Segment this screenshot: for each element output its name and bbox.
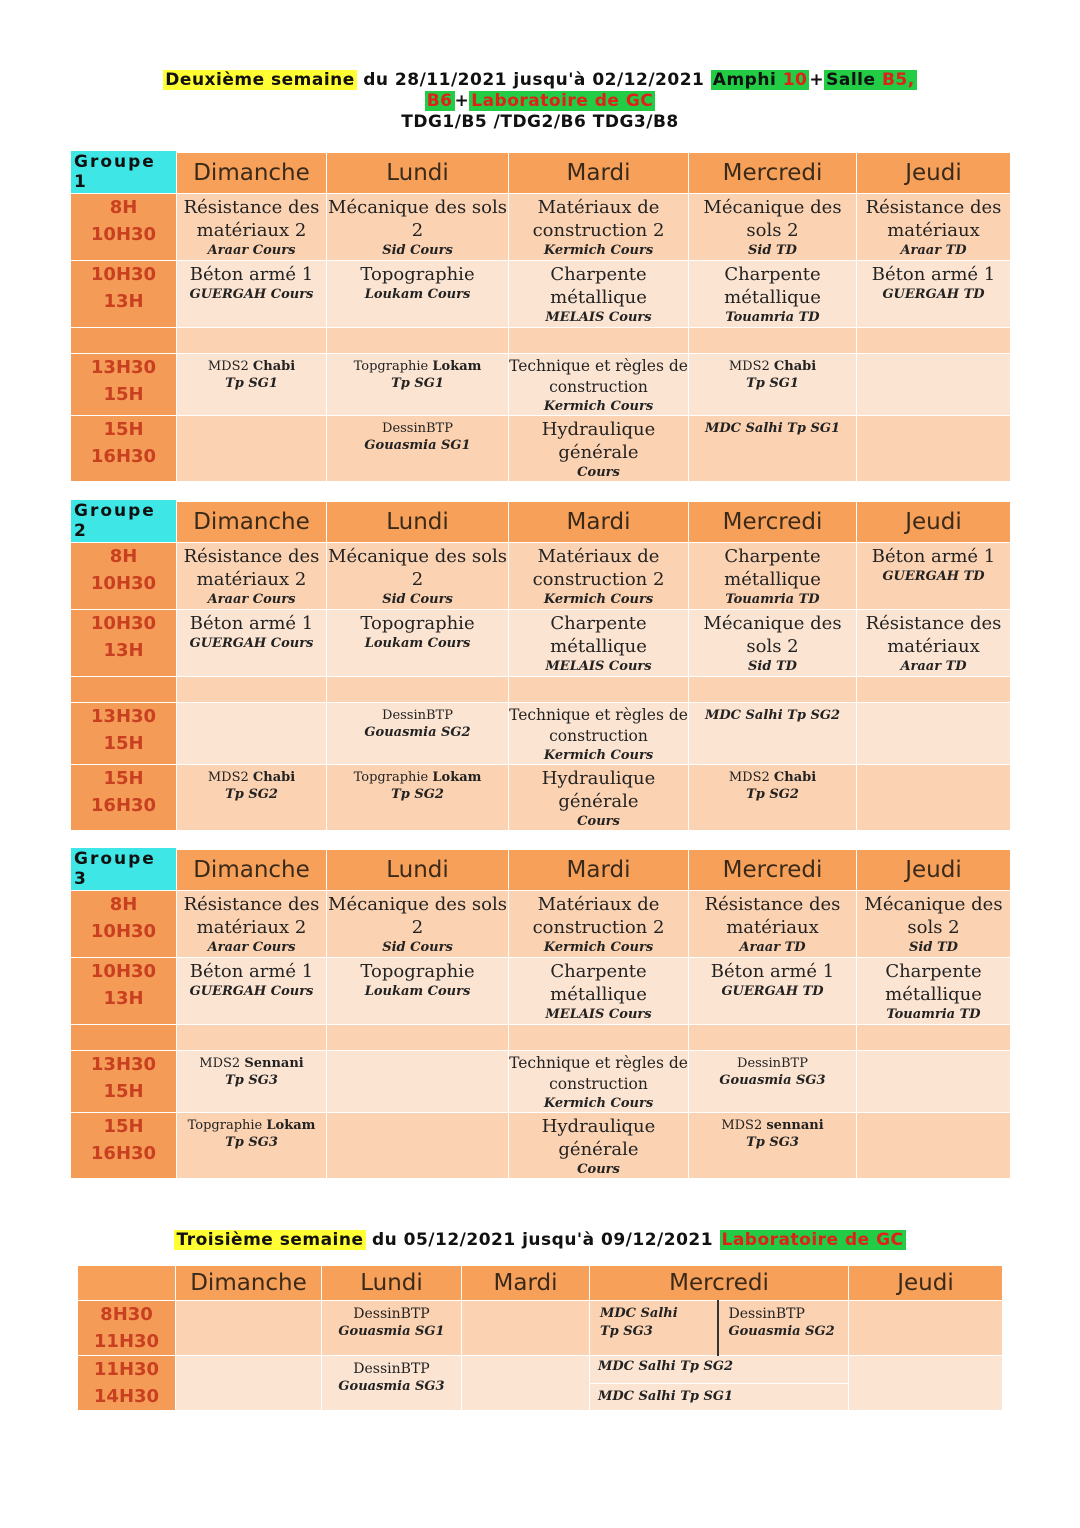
course-name: Technique et règles de construction: [509, 1054, 688, 1093]
tp-group: Gouasmia SG2: [364, 725, 471, 740]
week3-table: [77, 1265, 1003, 1411]
course-teacher: Sid Cours: [382, 592, 453, 607]
week3-header: [0, 1230, 1080, 1251]
tp-entry: DessinBTP: [382, 708, 453, 723]
tp-group: Tp SG1: [391, 376, 444, 391]
course-cell: [857, 891, 1011, 958]
course-teacher: Kermich Cours: [543, 243, 654, 258]
course-teacher: Kermich Cours: [543, 748, 654, 763]
course-cell: [689, 891, 857, 958]
w3-mdc-sg2: MDC Salhi Tp SG2: [590, 1356, 848, 1383]
plus-sign-2: +: [454, 91, 470, 111]
time-slot: 15H 16H30: [71, 1113, 177, 1179]
week2-header: [0, 70, 1080, 133]
course-cell: [509, 958, 689, 1025]
course-cell: [327, 416, 509, 482]
course-cell: [689, 1051, 857, 1113]
course-teacher: MELAIS Cours: [545, 310, 652, 325]
tp-entry: MDS2 Chabi: [728, 770, 817, 785]
course-teacher: GUERGAH Cours: [189, 636, 314, 651]
course-name: Résistance des matériaux: [865, 613, 1002, 657]
course-teacher: Sid TD: [748, 243, 797, 258]
course-cell: [509, 891, 689, 958]
day-header: Jeudi: [857, 850, 1011, 891]
course-cell: [177, 261, 327, 328]
course-cell: [689, 610, 857, 677]
course-cell: [327, 610, 509, 677]
tp-group: Tp SG1: [225, 376, 278, 391]
course-cell: [327, 261, 509, 328]
course-name: Matériaux de construction 2: [532, 894, 665, 938]
td-groups-line: TDG1/B5 /TDG2/B6 TDG3/B8: [401, 112, 679, 132]
course-cell: [857, 261, 1011, 328]
tp-entry: MDS2 Chabi: [728, 359, 817, 374]
course-teacher: GUERGAH Cours: [189, 287, 314, 302]
day-header: Jeudi: [857, 153, 1011, 194]
course-teacher: Araar TD: [900, 243, 967, 258]
w3-cell: [849, 1356, 1003, 1411]
day-header: Mercredi: [689, 153, 857, 194]
course-cell: [327, 543, 509, 610]
course-cell: [509, 194, 689, 261]
course-teacher: MELAIS Cours: [545, 1007, 652, 1022]
course-name: Mécanique des sols 2: [864, 894, 1003, 938]
course-cell: [177, 1025, 327, 1051]
tp-entry: Topgraphie Lokam: [353, 770, 482, 785]
course-cell: [689, 328, 857, 354]
time-slot: 15H 16H30: [71, 416, 177, 482]
course-cell: [177, 194, 327, 261]
w3-cell: [176, 1301, 322, 1356]
w3-cell: DessinBTP Gouasmia SG2: [718, 1301, 849, 1356]
course-name: Résistance des matériaux: [704, 894, 841, 938]
w3-day-mercredi: Mercredi: [590, 1266, 849, 1301]
course-name: Charpente métallique: [550, 264, 647, 308]
w3-cell: [176, 1356, 322, 1411]
course-teacher: GUERGAH TD: [721, 984, 824, 999]
course-name: Matériaux de construction 2: [532, 546, 665, 590]
course-cell: [857, 765, 1011, 831]
course-teacher: Loukam Cours: [364, 287, 471, 302]
course-name: Hydraulique générale: [541, 1116, 656, 1160]
day-header: Mardi: [509, 502, 689, 543]
course-name: Résistance des matériaux 2: [183, 894, 320, 938]
course-name: Béton armé 1: [189, 613, 314, 634]
course-cell: [327, 194, 509, 261]
course-name: Mécanique des sols 2: [328, 197, 507, 241]
day-header: Mardi: [509, 153, 689, 194]
course-cell: [689, 261, 857, 328]
course-cell: [177, 328, 327, 354]
group-label: Groupe 1: [71, 151, 176, 193]
amphi-number: 10: [782, 70, 808, 90]
group-label: Groupe 2: [71, 500, 176, 542]
course-cell: [689, 543, 857, 610]
tp-entry: MDS2 Chabi: [207, 359, 296, 374]
course-teacher: Loukam Cours: [364, 636, 471, 651]
course-name: Résistance des matériaux 2: [183, 197, 320, 241]
course-cell: [509, 1051, 689, 1113]
course-cell: [177, 891, 327, 958]
course-cell: [509, 610, 689, 677]
course-cell: [857, 1025, 1011, 1051]
course-cell: [509, 703, 689, 765]
course-name: Technique et règles de construction: [509, 357, 688, 396]
day-header: Lundi: [327, 502, 509, 543]
course-cell: [857, 1113, 1011, 1179]
course-cell: [327, 958, 509, 1025]
course-cell: [689, 1113, 857, 1179]
course-name: Mécanique des sols 2: [703, 197, 842, 241]
amphi-text: Amphi: [712, 70, 783, 90]
room-b6: B6: [426, 91, 453, 111]
course-teacher: Araar Cours: [207, 243, 296, 258]
lab-label: Laboratoire de GC: [471, 91, 654, 111]
course-teacher: MELAIS Cours: [545, 659, 652, 674]
tp-entry: DessinBTP: [382, 421, 453, 436]
tp-entry: Topgraphie Lokam: [187, 1118, 316, 1133]
group-label-cell: [71, 502, 177, 543]
course-teacher: GUERGAH TD: [882, 287, 985, 302]
course-cell: [689, 1025, 857, 1051]
course-cell: [327, 703, 509, 765]
course-cell: [177, 1051, 327, 1113]
course-name: Béton armé 1: [189, 264, 314, 285]
course-cell: [327, 328, 509, 354]
salle-label: [824, 70, 917, 90]
course-name: Hydraulique générale: [541, 768, 656, 812]
course-cell: [857, 677, 1011, 703]
course-cell: [509, 261, 689, 328]
course-teacher: Cours: [577, 1162, 620, 1177]
group-label: Groupe 3: [71, 848, 176, 890]
tp-entry: MDS2 Chabi: [207, 770, 296, 785]
time-slot: 8H 10H30: [71, 194, 177, 261]
w3-cell: DessinBTP Gouasmia SG1: [322, 1301, 462, 1356]
course-name: Charpente métallique: [885, 961, 982, 1005]
time-slot: 13H30 15H: [71, 1051, 177, 1113]
group-1-table: [70, 152, 1011, 482]
tp-group: Gouasmia SG3: [719, 1073, 826, 1088]
time-slot: 13H30 15H: [71, 354, 177, 416]
course-name: Béton armé 1: [710, 961, 835, 982]
week2-header-line2: [0, 91, 1080, 112]
w3-cell: [849, 1301, 1003, 1356]
course-teacher: Kermich Cours: [543, 399, 654, 414]
w3-cell: [590, 1356, 849, 1411]
time-slot: 10H30 13H: [71, 261, 177, 328]
course-cell: [327, 354, 509, 416]
w3-cell: DessinBTP Gouasmia SG3: [322, 1356, 462, 1411]
w3-corner: [78, 1266, 176, 1301]
tp-group: Tp SG2: [391, 787, 444, 802]
course-cell: [857, 416, 1011, 482]
course-cell: [177, 677, 327, 703]
course-teacher: Sid Cours: [382, 940, 453, 955]
course-cell: [857, 354, 1011, 416]
w3-day-jeudi: Jeudi: [849, 1266, 1003, 1301]
course-cell: [177, 765, 327, 831]
course-cell: [857, 703, 1011, 765]
salle-number: B5,: [881, 70, 915, 90]
group-label-cell: [71, 850, 177, 891]
course-teacher: GUERGAH TD: [882, 569, 985, 584]
time-slot: [71, 328, 177, 354]
course-cell: [509, 354, 689, 416]
week3-lab-label: Laboratoire de GC: [721, 1230, 904, 1250]
day-header: Dimanche: [177, 850, 327, 891]
week3-dates: du 05/12/2021 jusqu'à 09/12/2021: [365, 1230, 720, 1250]
course-teacher: GUERGAH Cours: [189, 984, 314, 999]
course-teacher: Araar TD: [900, 659, 967, 674]
time-slot: 15H 16H30: [71, 765, 177, 831]
course-teacher: Sid Cours: [382, 243, 453, 258]
course-name: Résistance des matériaux: [865, 197, 1002, 241]
week2-header-line1: [0, 70, 1080, 91]
w3-time-1: 8H30 11H30: [78, 1301, 176, 1356]
tp-entry: MDS2 sennani: [721, 1118, 824, 1133]
tp-group: Tp SG1: [746, 376, 799, 391]
course-cell: [177, 703, 327, 765]
tp-group: Tp SG3: [225, 1135, 278, 1150]
tp-group: Gouasmia SG1: [364, 438, 471, 453]
amphi-label: [711, 70, 810, 90]
day-header: Jeudi: [857, 502, 1011, 543]
week3-label: Troisième semaine: [176, 1230, 364, 1250]
course-cell: [177, 610, 327, 677]
course-cell: [327, 765, 509, 831]
course-cell: [327, 1113, 509, 1179]
w3-cell: [462, 1301, 590, 1356]
course-cell: [327, 1025, 509, 1051]
w3-mdc-sg1: MDC Salhi Tp SG1: [590, 1383, 848, 1410]
tp-group: Tp SG2: [746, 787, 799, 802]
course-cell: [689, 703, 857, 765]
course-teacher: Sid TD: [909, 940, 958, 955]
course-cell: [509, 1113, 689, 1179]
course-cell: [689, 354, 857, 416]
course-cell: [177, 958, 327, 1025]
course-teacher: Cours: [577, 814, 620, 829]
course-cell: [857, 328, 1011, 354]
course-teacher: Kermich Cours: [543, 592, 654, 607]
course-cell: [327, 891, 509, 958]
course-name: Hydraulique générale: [541, 419, 656, 463]
course-cell: [857, 958, 1011, 1025]
time-slot: [71, 677, 177, 703]
course-cell: [177, 416, 327, 482]
course-teacher: Araar Cours: [207, 940, 296, 955]
course-name: Béton armé 1: [871, 546, 996, 567]
course-cell: [689, 958, 857, 1025]
week2-label: Deuxième semaine: [165, 70, 355, 90]
course-name: Mécanique des sols 2: [328, 546, 507, 590]
time-slot: 8H 10H30: [71, 543, 177, 610]
day-header: Lundi: [327, 850, 509, 891]
tp-group: Tp SG3: [746, 1135, 799, 1150]
w3-cell: [462, 1356, 590, 1411]
course-cell: [327, 1051, 509, 1113]
w3-cell: MDC Salhi Tp SG3: [590, 1301, 718, 1356]
course-name: Charpente métallique: [724, 264, 821, 308]
course-cell: [857, 610, 1011, 677]
day-header: Lundi: [327, 153, 509, 194]
time-slot: 10H30 13H: [71, 958, 177, 1025]
day-header: Dimanche: [177, 502, 327, 543]
course-teacher: Loukam Cours: [364, 984, 471, 999]
course-cell: [689, 677, 857, 703]
course-teacher: Touamria TD: [725, 310, 820, 325]
w3-time-2: 11H30 14H30: [78, 1356, 176, 1411]
week2-dates: du 28/11/2021 jusqu'à 02/12/2021: [356, 70, 711, 90]
w3-day-mardi: Mardi: [462, 1266, 590, 1301]
day-header: Dimanche: [177, 153, 327, 194]
group-label-cell: [71, 153, 177, 194]
course-cell: [509, 416, 689, 482]
course-cell: [689, 416, 857, 482]
course-teacher: Kermich Cours: [543, 940, 654, 955]
course-cell: [327, 677, 509, 703]
day-header: Mercredi: [689, 502, 857, 543]
course-name: Résistance des matériaux 2: [183, 546, 320, 590]
course-teacher: Sid TD: [748, 659, 797, 674]
group-3-table: [70, 849, 1011, 1179]
course-name: Béton armé 1: [871, 264, 996, 285]
course-cell: [509, 1025, 689, 1051]
tp-group: MDC Salhi Tp SG2: [704, 708, 841, 723]
course-cell: [509, 328, 689, 354]
tp-group: Tp SG3: [225, 1073, 278, 1088]
course-name: Matériaux de construction 2: [532, 197, 665, 241]
course-name: Béton armé 1: [189, 961, 314, 982]
time-slot: [71, 1025, 177, 1051]
tp-group: MDC Salhi Tp SG1: [704, 421, 841, 436]
course-name: Mécanique des sols 2: [703, 613, 842, 657]
course-name: Mécanique des sols 2: [328, 894, 507, 938]
group-2-table: [70, 501, 1011, 831]
day-header: Mardi: [509, 850, 689, 891]
course-name: Technique et règles de construction: [509, 706, 688, 745]
course-cell: [509, 677, 689, 703]
course-teacher: Touamria TD: [886, 1007, 981, 1022]
tp-entry: MDS2 Sennani: [199, 1056, 304, 1071]
course-cell: [509, 765, 689, 831]
day-header: Mercredi: [689, 850, 857, 891]
tp-entry: DessinBTP: [737, 1056, 808, 1071]
course-teacher: Touamria TD: [725, 592, 820, 607]
course-cell: [857, 1051, 1011, 1113]
course-teacher: Kermich Cours: [543, 1096, 654, 1111]
time-slot: 10H30 13H: [71, 610, 177, 677]
w3-day-lundi: Lundi: [322, 1266, 462, 1301]
course-teacher: Araar Cours: [207, 592, 296, 607]
course-name: Charpente métallique: [550, 613, 647, 657]
course-cell: [177, 543, 327, 610]
course-name: Topographie: [360, 264, 475, 285]
tp-entry: Topgraphie Lokam: [353, 359, 482, 374]
course-cell: [689, 765, 857, 831]
time-slot: 8H 10H30: [71, 891, 177, 958]
course-teacher: Cours: [577, 465, 620, 480]
tp-group: Tp SG2: [225, 787, 278, 802]
course-cell: [857, 543, 1011, 610]
course-name: Charpente métallique: [724, 546, 821, 590]
course-teacher: Araar TD: [739, 940, 806, 955]
w3-day-dimanche: Dimanche: [176, 1266, 322, 1301]
course-name: Charpente métallique: [550, 961, 647, 1005]
course-cell: [177, 354, 327, 416]
time-slot: 13H30 15H: [71, 703, 177, 765]
course-cell: [689, 194, 857, 261]
course-cell: [509, 543, 689, 610]
salle-text: Salle: [826, 70, 882, 90]
course-cell: [177, 1113, 327, 1179]
plus-sign: +: [809, 70, 825, 90]
course-cell: [857, 194, 1011, 261]
course-name: Topographie: [360, 613, 475, 634]
course-name: Topographie: [360, 961, 475, 982]
